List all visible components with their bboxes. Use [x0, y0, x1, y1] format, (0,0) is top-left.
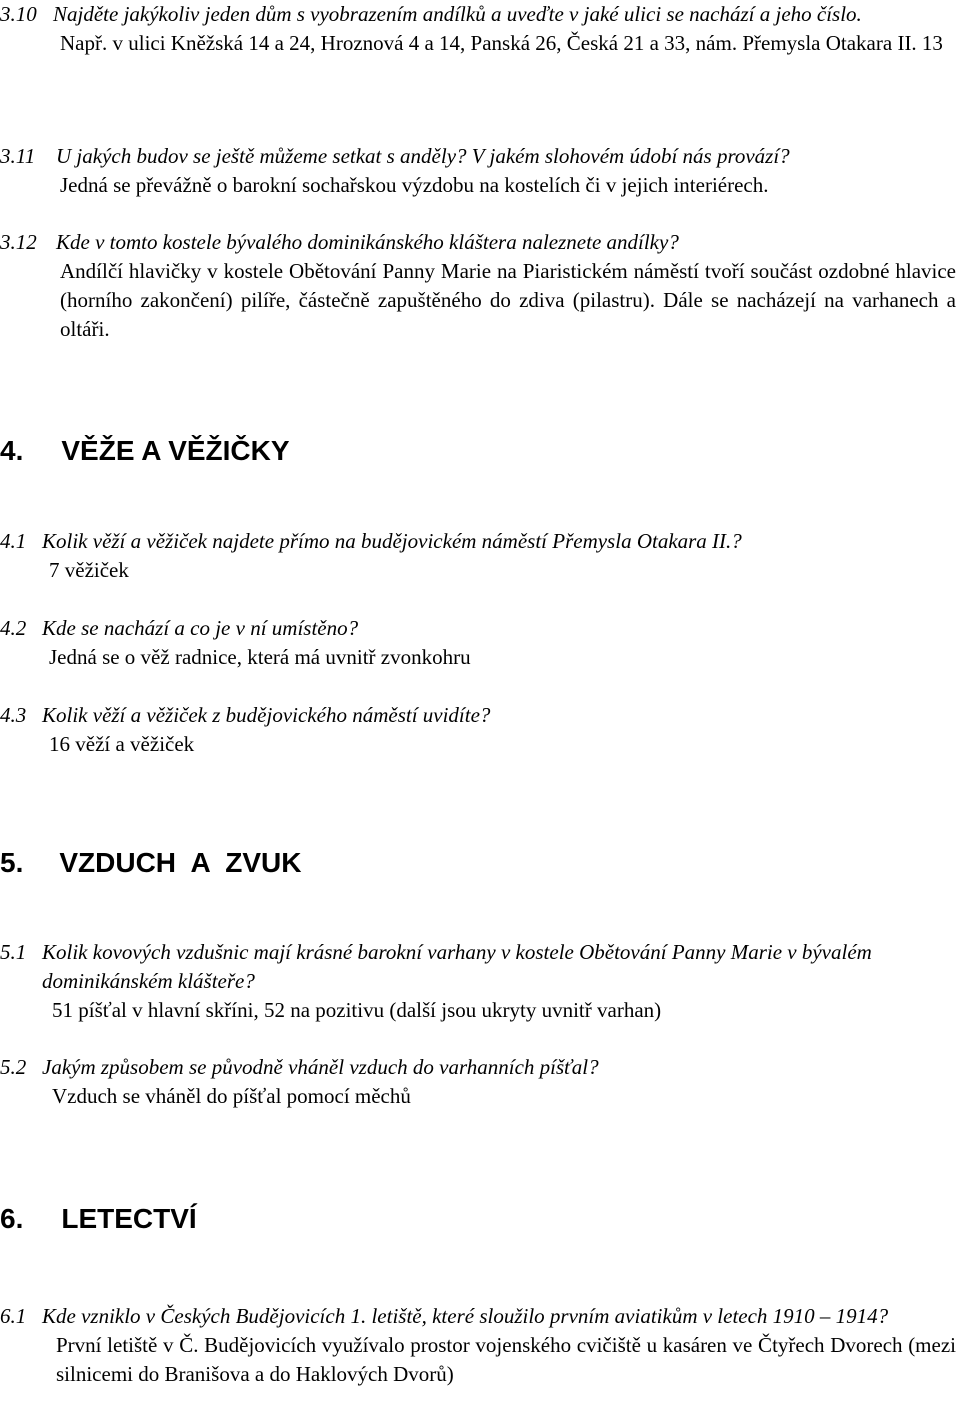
question-text: Kde se nachází a co je v ní umístěno? — [42, 616, 359, 640]
section-heading-4 — [0, 434, 290, 468]
question-number: 3.12 — [0, 230, 37, 254]
answer-text: Vzduch se vháněl do píšťal pomocí měchů — [52, 1084, 411, 1108]
question-4-2 — [0, 614, 956, 672]
answer-text: Andílčí hlavičky v kostele Obětování Panny Marie na Piaristickém náměstí tvoří součást ozdobné hlavice (horního zakončení) pilíře, částečně zapuštěného do zdiva (pilastru). Dále se nacházejí na varhanech a oltáři. — [60, 259, 956, 341]
question-3-11 — [0, 142, 956, 200]
question-5-1 — [0, 938, 956, 1025]
question-number: 4.1 — [0, 529, 27, 553]
section-number: 6. — [0, 1203, 24, 1234]
question-number: 3.11 — [0, 144, 36, 168]
question-3-10 — [0, 0, 956, 58]
question-number: 5.2 — [0, 1055, 27, 1079]
question-6-1 — [0, 1302, 956, 1389]
question-4-1 — [0, 527, 956, 585]
question-number: 3.10 — [0, 2, 37, 26]
answer-text: Např. v ulici Kněžská 14 a 24, Hroznová 4 a 14, Panská 26, Česká 21 a 33, nám. Přemysla Otakara II. 13 — [60, 31, 943, 55]
section-title: VĚŽE A VĚŽIČKY — [61, 435, 290, 466]
question-text: Jakým způsobem se původně vháněl vzduch do varhanních píšťal? — [42, 1055, 599, 1079]
answer-text: 51 píšťal v hlavní skříni, 52 na pozitivu (další jsou ukryty uvnitř varhan) — [52, 998, 662, 1022]
question-number: 5.1 — [0, 940, 27, 964]
answer-text: První letiště v Č. Budějovicích využívalo prostor vojenského cvičiště u kasáren ve Čtyřech Dvorech (mezi silnicemi do Branišova a do Haklových Dvorů) — [56, 1333, 956, 1386]
section-title: LETECTVÍ — [61, 1203, 197, 1234]
question-text: Kolik věží a věžiček z budějovického náměstí uvidíte? — [42, 703, 491, 727]
question-text: U jakých budov se ještě můžeme setkat s anděly? V jakém slohovém údobí nás provází? — [56, 144, 790, 168]
question-4-3 — [0, 701, 956, 759]
answer-text: 16 věží a věžiček — [49, 732, 195, 756]
question-number: 4.3 — [0, 703, 27, 727]
question-5-2 — [0, 1053, 956, 1111]
question-number: 4.2 — [0, 616, 27, 640]
question-3-12 — [0, 228, 956, 344]
section-number: 4. — [0, 435, 24, 466]
question-text: Kde vzniklo v Českých Budějovicích 1. letiště, které sloužilo prvním aviatikům v letech 1910 – 1914? — [42, 1304, 889, 1328]
question-text: Kde v tomto kostele bývalého dominikánského kláštera naleznete andílky? — [56, 230, 679, 254]
section-number: 5. — [0, 847, 24, 878]
answer-text: Jedná se převážně o barokní sochařskou výzdobu na kostelích či v jejich interiérech. — [60, 173, 769, 197]
question-text: Kolik kovových vzdušnic mají krásné barokní varhany v kostele Obětování Panny Marie v bývalém dominikánském klášteře? — [42, 940, 872, 993]
answer-text: 7 věžiček — [49, 558, 129, 582]
question-text: Kolik věží a věžiček najdete přímo na budějovickém náměstí Přemysla Otakara II.? — [42, 529, 742, 553]
section-heading-6 — [0, 1202, 197, 1236]
question-number: 6.1 — [0, 1304, 27, 1328]
section-title: VZDUCH A ZVUK — [59, 847, 302, 878]
answer-text: Jedná se o věž radnice, která má uvnitř zvonkohru — [49, 645, 471, 669]
section-heading-5 — [0, 846, 302, 880]
question-text: Najděte jakýkoliv jeden dům s vyobrazením andílků a uveďte v jaké ulici se nachází a jeho číslo. — [53, 2, 862, 26]
